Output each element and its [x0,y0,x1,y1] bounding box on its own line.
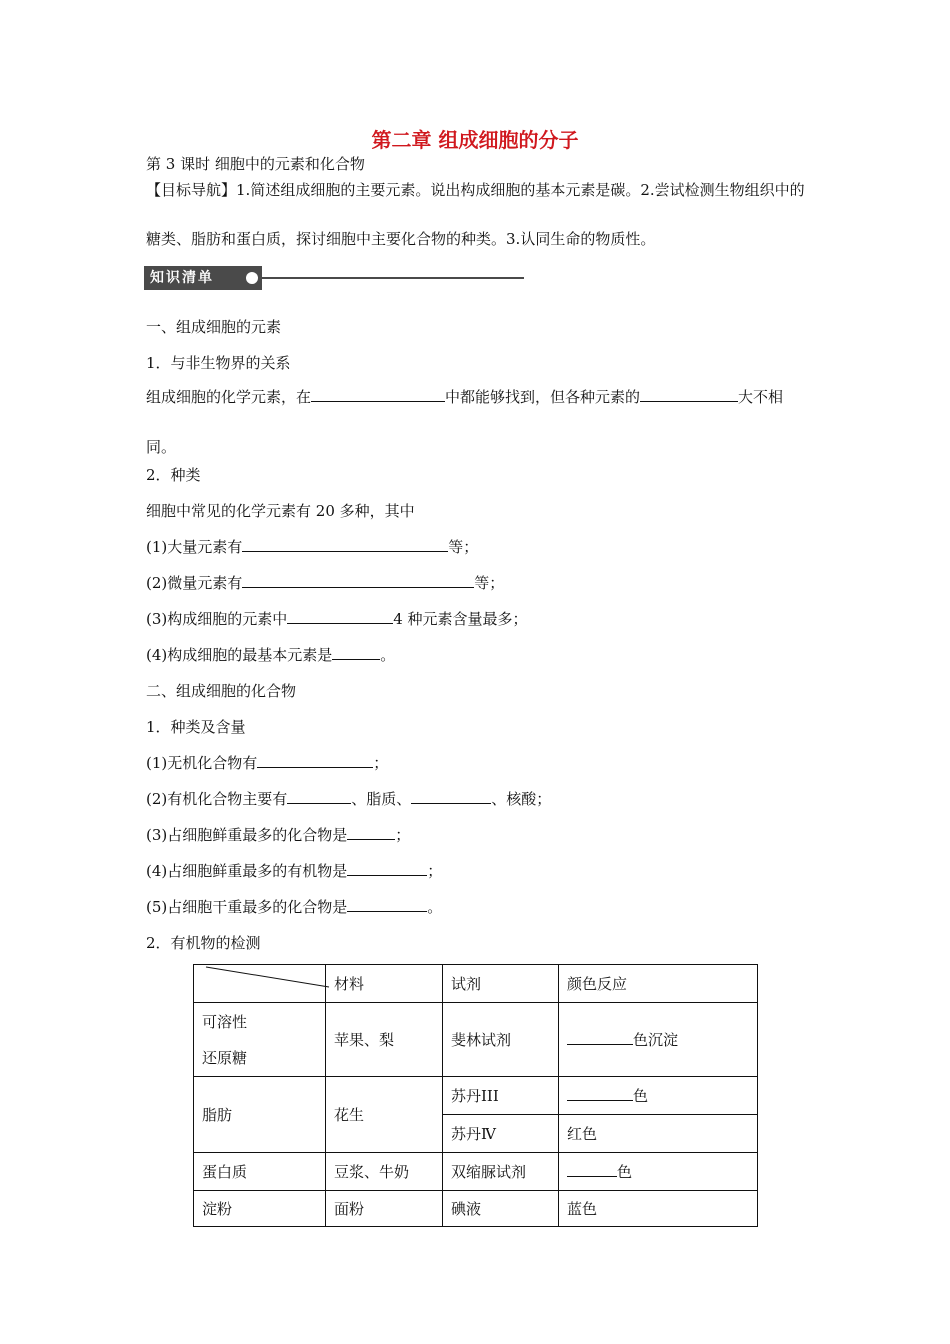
blank-field [311,387,445,402]
banner-dot-icon [246,272,258,284]
section1-heading: 一、组成细胞的元素 [146,318,282,336]
row-reagent: 碘液 [443,1191,559,1227]
goal-label: 【目标导航】 [146,181,237,199]
table-row [194,1003,758,1077]
row-color: 色 [559,1153,758,1191]
blank-field [242,573,474,588]
row-name: 可溶性 还原糖 [194,1003,326,1077]
header-reagent: 试剂 [443,965,559,1003]
section2-sub1: 1．种类及含量 [146,718,246,736]
section2-heading: 二、组成细胞的化合物 [146,682,297,700]
blank-field [347,825,395,840]
blank-field [411,789,491,804]
table-row [194,1077,758,1115]
section1-sub2: 2．种类 [146,466,201,484]
list-item: (2)有机化合物主要有 、脂质、 、核酸； [146,790,552,808]
row-reagent: 苏丹Ⅳ [443,1115,559,1153]
list-item: (3)占细胞鲜重最多的化合物是 ； [146,826,411,844]
row-material: 面粉 [326,1191,443,1227]
detection-table [193,964,758,1227]
diagonal-header-cell [194,965,326,1003]
header-material: 材料 [326,965,443,1003]
goal-text: 1.简述组成细胞的主要元素。说出构成细胞的基本元素是碳。2.尝试检测生物组织中的糖类、脂肪和蛋白质，探讨细胞中主要化合物的种类。3.认同生命的物质性。 [146,181,805,248]
section1-paragraph1: 组成细胞的化学元素，在 中都能够找到，但各种元素的 大不相同。 [146,388,784,456]
knowledge-banner [144,266,524,292]
table-header-row [194,965,758,1003]
blank-field [640,387,738,402]
list-item: (2)微量元素有 等； [146,574,505,592]
list-item: (3)构成细胞的元素中 4 种元素含量最多； [146,610,528,628]
row-material: 花生 [326,1077,443,1153]
header-color: 颜色反应 [559,965,758,1003]
page-title: 第二章 组成细胞的分子 [371,128,579,152]
row-material: 豆浆、牛奶 [326,1153,443,1191]
row-color: 红色 [559,1115,758,1153]
row-color: 色沉淀 [559,1003,758,1077]
section2-sub2: 2．有机物的检测 [146,934,261,952]
blank-field [567,1030,633,1045]
table-row [194,1153,758,1191]
blank-field [347,861,427,876]
row-color: 蓝色 [559,1191,758,1227]
table-row [194,1191,758,1227]
blank-field [347,897,427,912]
banner-rule [262,277,524,279]
blank-field [287,789,351,804]
list-item: (1)无机化合物有 ； [146,754,389,772]
section1-sub1: 1．与非生物界的关系 [146,354,291,372]
blank-field [567,1162,617,1177]
list-item: (1)大量元素有 等； [146,538,479,556]
row-reagent: 双缩脲试剂 [443,1153,559,1191]
row-name: 脂肪 [194,1077,326,1153]
row-material: 苹果、梨 [326,1003,443,1077]
goal-paragraph [146,166,810,264]
diagonal-line [194,965,341,1003]
row-reagent: 苏丹III [443,1077,559,1115]
banner-label: 知识清单 [144,266,262,290]
blank-field [242,537,448,552]
section1-paragraph2: 细胞中常见的化学元素有 20 多种，其中 [146,502,415,520]
list-item: (4)占细胞鲜重最多的有机物是 ； [146,862,443,880]
row-color: 色 [559,1077,758,1115]
row-name: 淀粉 [194,1191,326,1227]
row-name: 蛋白质 [194,1153,326,1191]
blank-field [287,609,393,624]
list-item: (5)占细胞干重最多的化合物是 。 [146,898,443,916]
row-reagent: 斐林试剂 [443,1003,559,1077]
list-item: (4)构成细胞的最基本元素是 。 [146,646,396,664]
lesson-title: 第 3 课时 细胞中的元素和化合物 [146,155,365,173]
blank-field [257,753,373,768]
blank-field [332,645,380,660]
blank-field [567,1086,633,1101]
